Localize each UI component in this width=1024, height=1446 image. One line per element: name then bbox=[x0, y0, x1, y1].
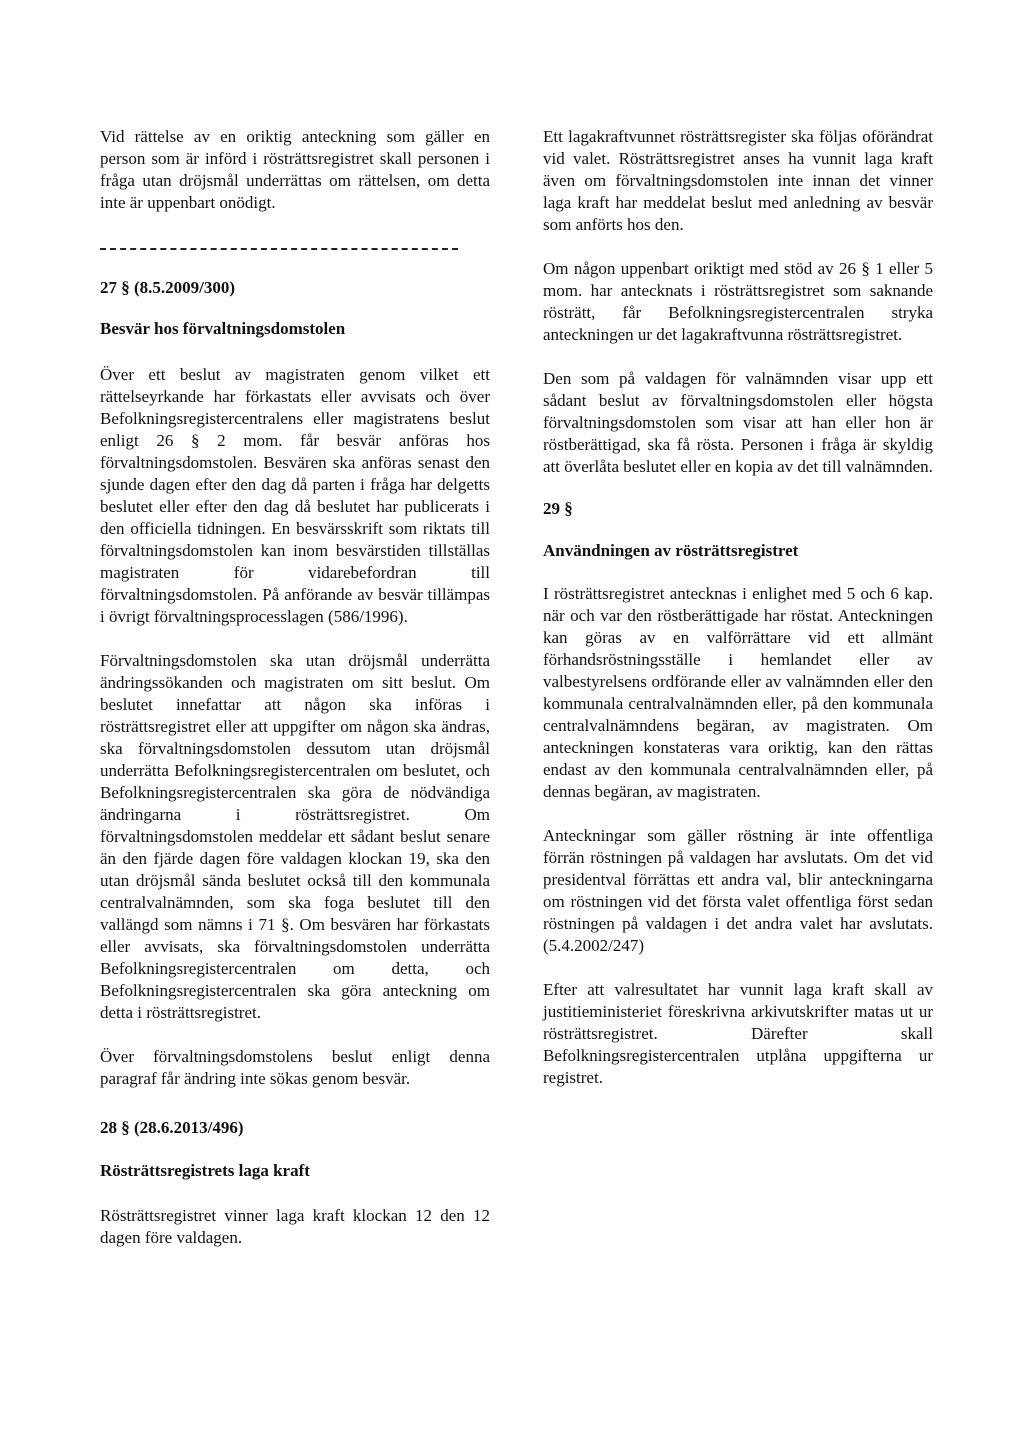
right-column bbox=[543, 126, 933, 1089]
section-29-title: 29 § bbox=[543, 499, 573, 518]
paragraph-besvar-anforande: Över ett beslut av magistraten genom vilket ett rättelseyrkande har förkastats eller avvisats och över Befolkningsregistercentralens eller magistratens beslut enligt 26 § 2 mom. får besvär anföras hos förvaltningsdomstolen. Besvären ska anföras senast den sjunde dagen efter den dag då parten i fråga har delgetts beslutet eller efter den dag då beslutet har publicerats i den officiella tidningen. En besvärsskrift som riktats till förvaltningsdomstolen kan inom besvärstiden tillställas magistraten för vidarebefordran till förvaltningsdomstolen. På anförande av besvär tillämpas i övrigt förvaltningsprocesslagen (586/1996). bbox=[100, 365, 490, 626]
paragraph-laga-kraft-tidpunkt: Rösträttsregistret vinner laga kraft klockan 12 den 12 dagen före valdagen. bbox=[100, 1206, 490, 1247]
section-27-title: 27 § (8.5.2009/300) bbox=[100, 278, 236, 297]
section-28-title: 28 § (28.6.2013/496) bbox=[100, 1118, 244, 1137]
section-27-heading: Besvär hos förvaltningsdomstolen bbox=[100, 319, 346, 338]
section-29-heading: Användningen av rösträttsregistret bbox=[543, 541, 799, 560]
section-28-heading: Rösträttsregistrets laga kraft bbox=[100, 1161, 310, 1180]
paragraph-stryka-anteckning: Om någon uppenbart oriktigt med stöd av 26 § 1 eller 5 mom. har antecknats i rösträttsregistret som saknande rösträtt, får Befolkningsregistercentralen stryka anteckningen ur det lagakraftvunna rösträttsregistret. bbox=[543, 259, 933, 344]
paragraph-andring-ej-sokas: Över förvaltningsdomstolens beslut enligt denna paragraf får ändring inte sökas genom besvär. bbox=[100, 1047, 490, 1088]
section-separator bbox=[100, 248, 458, 250]
paragraph-rattelse-underrattelse: Vid rättelse av en oriktig anteckning som gäller en person som är införd i rösträttsregistret skall personen i fråga utan dröjsmål underrättas om rättelsen, om detta inte är uppenbart onödigt. bbox=[100, 127, 490, 212]
paragraph-lagakraftvunnet-register: Ett lagakraftvunnet rösträttsregister ska följas oförändrat vid valet. Rösträttsregistret anses ha vunnit laga kraft även om förvaltningsdomstolen inte innan det vinner laga kraft har meddelat beslut med anledning av besvär som anförts hos den. bbox=[543, 127, 933, 234]
left-column bbox=[100, 126, 490, 1249]
paragraph-offentlighet-anteckningar: Anteckningar som gäller röstning är inte offentliga förrän röstningen på valdagen har avslutats. Om det vid presidentval förrättas ett andra val, blir anteckningarna om röstningen vid det första valet offentliga först sedan röstningen på valdagen i det andra valet har avslutats. (5.4.2002/247) bbox=[543, 826, 933, 955]
paragraph-visa-beslut-valdagen: Den som på valdagen för valnämnden visar upp ett sådant beslut av förvaltningsdomstolen eller högsta förvaltningsdomstolen som visar att han eller hon är röstberättigad, ska få rösta. Personen i fråga är skyldig att överlåta beslutet eller en kopia av det till valnämnden. bbox=[543, 369, 933, 476]
paragraph-forvaltningsdomstol-underrattelse: Förvaltningsdomstolen ska utan dröjsmål underrätta ändringssökanden och magistraten om sitt beslut. Om beslutet innefattar att någon ska införas i rösträttsregistret eller att uppgifter om någon ska ändras, ska förvaltningsdomstolen dessutom utan dröjsmål underrätta Befolkningsregistercentralen om beslutet, och Befolkningsregistercentralen ska göra de nödvändiga ändringarna i rösträttsregistret. Om förvaltningsdomstolen meddelar ett sådant beslut senare än den fjärde dagen före valdagen klockan 19, ska den utan dröjsmål sända beslutet också till den kommunala centralvalnämnden, som ska foga beslutet till den vallängd som nämns i 71 §. Om besvären har förkastats eller avvisats, ska förvaltningsdomstolen underrätta Befolkningsregistercentralen om detta, och Befolkningsregistercentralen ska göra anteckning om detta i rösträttsregistret. bbox=[100, 651, 490, 1022]
paragraph-arkivutskrifter: Efter att valresultatet har vunnit laga kraft skall av justitieministeriet föreskrivna arkivutskrifter matas ut ur rösträttsregistret. Därefter skall Befolkningsregistercentralen utplåna uppgifterna ur registret. bbox=[543, 980, 933, 1087]
paragraph-anteckning-rostning: I rösträttsregistret antecknas i enlighet med 5 och 6 kap. när och var den röstberättigade har röstat. Anteckningen kan göras av en valförrättare vid ett allmänt förhandsröstningsställe i hemlandet eller av valbestyrelsens ordförande eller av valnämnden eller den kommunala centralvalnämnden eller, på den kommunala centralvalnämndens begäran, av magistraten. Om anteckningen konstateras vara oriktig, kan den rättas endast av den kommunala centralvalnämnden eller, på dennas begäran, av magistraten. bbox=[543, 584, 933, 801]
